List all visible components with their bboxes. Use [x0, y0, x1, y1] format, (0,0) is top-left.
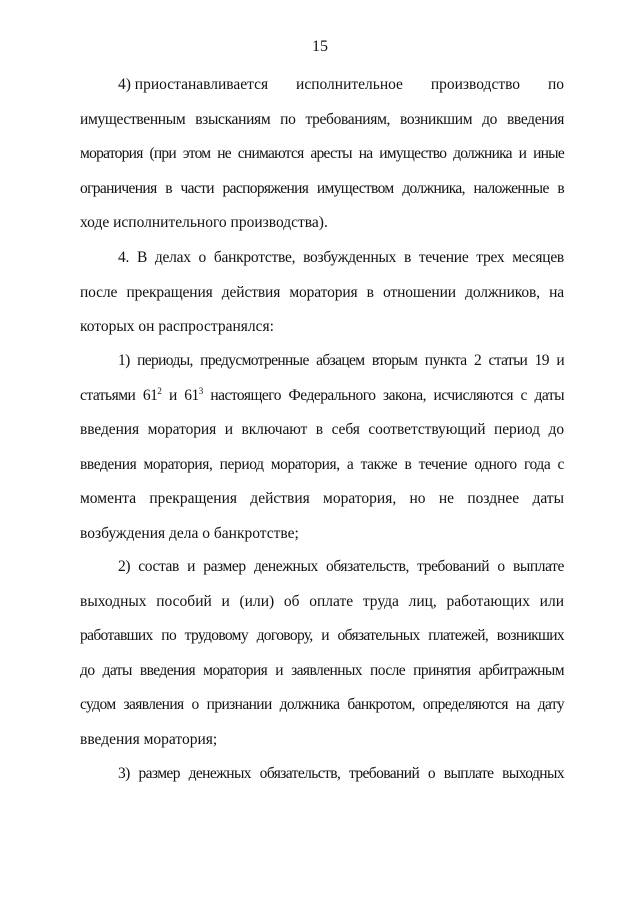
- text-line: статьями $61^2$ и $61^3$ настоящего Федерального закона, исчисляются с даты: [80, 385, 564, 404]
- text-line: после прекращения действия моратория в отношении должников, на: [80, 283, 564, 301]
- text-line: работавших по трудовому договору, и обязательных платежей, возникших: [80, 627, 564, 644]
- text-line: 1) периоды, предусмотренные абзацем вторым пункта 2 статьи 19 и: [118, 352, 564, 369]
- text-line: ходе исполнительного производства).: [80, 214, 328, 231]
- paragraph-section-4: [80, 241, 564, 345]
- text-line: введения моратория, период моратория, а также в течение одного года с: [80, 455, 564, 473]
- text-line: возбуждения дела о банкротстве;: [80, 524, 299, 542]
- text-line: моратория (при этом не снимаются аресты на имущество должника и иные: [80, 145, 564, 162]
- text-line: введения моратория;: [80, 730, 218, 748]
- text-line: момента прекращения действия моратория, но не позднее даты: [80, 490, 564, 507]
- text-line: имущественным взысканиям по требованиям, возникшим до введения: [80, 110, 564, 128]
- text-line: судом заявления о признании должника банкротом, определяются на дату: [80, 696, 564, 713]
- paragraph-2-obligations: [80, 550, 564, 757]
- text-line: ограничения в части распоряжения имуществом должника, наложенные в: [80, 179, 564, 197]
- text-line: которых он распространялся:: [80, 318, 274, 335]
- superscript: 3: [198, 385, 203, 396]
- text-line: 2) состав и размер денежных обязательств, требований о выплате: [118, 558, 564, 575]
- text-line: введения моратория и включают в себя соответствующий период до: [80, 421, 564, 438]
- text-line: 4. В делах о банкротстве, возбужденных в течение трех месяцев: [118, 249, 564, 266]
- paragraph-4-suspension: [80, 68, 564, 241]
- text-line: до даты введения моратория и заявленных после принятия арбитражным: [80, 661, 564, 679]
- paragraph-1-periods: [80, 344, 564, 551]
- paragraph-3-amount: [80, 757, 564, 792]
- superscript: 2: [157, 385, 162, 396]
- text-line: 3) размер денежных обязательств, требований о выплате выходных: [118, 765, 564, 782]
- page-number: 15: [312, 38, 328, 55]
- text-line: выходных пособий и (или) об оплате труда лиц, работающих или: [80, 592, 564, 610]
- text-line: 4) приостанавливается исполнительное производство по: [118, 76, 564, 93]
